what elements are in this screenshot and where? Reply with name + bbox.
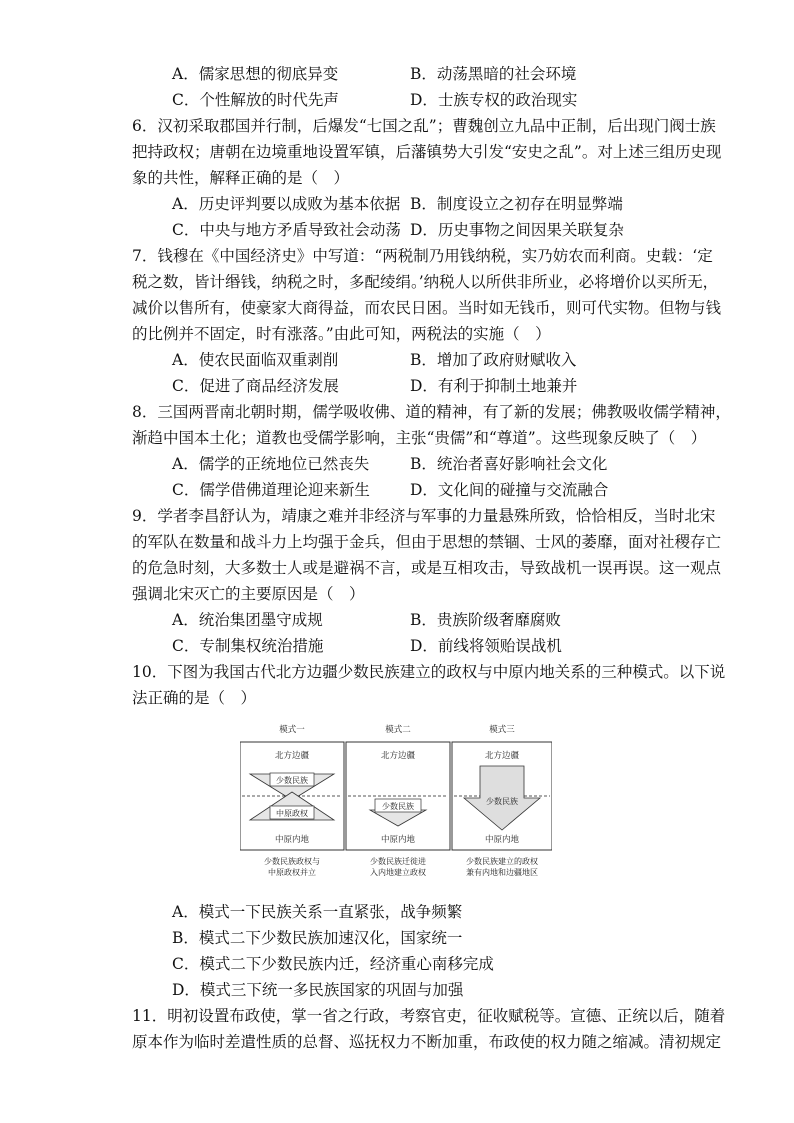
panel2-title: 模式二 xyxy=(385,725,411,735)
q7-stem-line-4: 的比例并不固定，时有涨落。”由此可知，两税法的实施（ ） xyxy=(132,325,551,343)
q5-option-b: B．动荡黑暗的社会环境 xyxy=(410,65,577,83)
q9-option-d: D．前线将领贻误战机 xyxy=(410,637,562,655)
q11-stem-line-1: 11．明初设置布政使，掌一省之行政，考察官吏，征收赋税等。宣德、正统以后，随着 xyxy=(132,1007,726,1025)
panel3-top-label: 北方边疆 xyxy=(484,751,520,761)
panel3-title: 模式三 xyxy=(489,725,515,735)
q10-option-c: C．模式二下少数民族内迁，经济重心南移完成 xyxy=(172,955,494,973)
panel1-arrow-up-label: 中原政权 xyxy=(276,809,308,818)
q7-option-c: C．促进了商品经济发展 xyxy=(172,377,339,395)
q6-stem-line-2: 把持政权；唐朝在边境重地设置军镇，后藩镇势大引发“安史之乱”。对上述三组历史现 xyxy=(132,143,722,161)
panel3-bottom-label: 中原内地 xyxy=(484,835,520,845)
panel2-top-label: 北方边疆 xyxy=(380,751,416,761)
q8-stem-line-1: 8．三国两晋南北朝时期，儒学吸收佛、道的精神，有了新的发展；佛教吸收儒学精神， xyxy=(132,403,731,421)
panel2-caption-2: 入内地建立政权 xyxy=(370,868,426,877)
panel1-caption-2: 中原政权并立 xyxy=(268,868,316,877)
q7-stem-line-1: 7．钱穆在《中国经济史》中写道：“两税制乃用钱纳税，实乃妨农而利商。史载：‘定 xyxy=(132,247,713,265)
q9-option-b: B．贵族阶级奢靡腐败 xyxy=(410,611,561,629)
q8-stem-line-2: 渐趋中国本土化；道教也受儒学影响，主张“贵儒”和“尊道”。这些现象反映了（ ） xyxy=(132,429,707,447)
q9-option-c: C．专制集权统治措施 xyxy=(172,637,324,655)
panel1-top-label: 北方边疆 xyxy=(274,751,310,761)
panel1-bottom-label: 中原内地 xyxy=(274,835,310,845)
q5-option-a: A．儒家思想的彻底异变 xyxy=(172,65,339,83)
q7-stem-line-3: 减价以售所有，使豪家大商得益，而农民日困。当时如无钱币，则可代实物。但物与钱 xyxy=(132,299,722,317)
panel1-title: 模式一 xyxy=(279,725,305,735)
q10-stem-line-1: 10．下图为我国古代北方边疆少数民族建立的政权与中原内地关系的三种模式。以下说 xyxy=(132,663,726,681)
q6-option-a: A．历史评判要以成败为基本依据 xyxy=(172,195,401,213)
q6-option-d: D．历史事物之间因果关联复杂 xyxy=(410,221,624,239)
panel2-caption-1: 少数民族迁徙进 xyxy=(370,857,426,866)
q10-stem-line-2: 法正确的是（ ） xyxy=(132,689,257,707)
q8-option-c: C．儒学借佛道理论迎来新生 xyxy=(172,481,370,499)
q6-option-b: B．制度设立之初存在明显弊端 xyxy=(410,195,623,213)
panel3-caption-1: 少数民族建立的政权 xyxy=(466,857,538,866)
q9-stem-line-1: 9．学者李昌舒认为，靖康之难并非经济与军事的力量悬殊所致，恰恰相反，当时北宋 xyxy=(132,507,716,525)
q7-stem-line-2: 税之数，皆计缗钱，纳税之时，多配绫绢。’纳税人以所供非所业，必将增价以买所无， xyxy=(132,273,719,291)
relationship-models-figure xyxy=(240,722,552,882)
q6-stem-line-1: 6．汉初采取郡国并行制，后爆发“七国之乱”；曹魏创立九品中正制，后出现门阀士族 xyxy=(132,117,716,135)
q5-option-c: C．个性解放的时代先声 xyxy=(172,91,339,109)
q10-option-d: D．模式三下统一多民族国家的巩固与加强 xyxy=(172,981,464,999)
q5-option-d: D．士族专权的政治现实 xyxy=(410,91,578,109)
q6-option-c: C．中央与地方矛盾导致社会动荡 xyxy=(172,221,401,239)
q9-stem-line-4: 强调北宋灭亡的主要原因是（ ） xyxy=(132,585,365,603)
q7-option-d: D．有利于抑制土地兼并 xyxy=(410,377,578,395)
q8-option-b: B．统治者喜好影响社会文化 xyxy=(410,455,608,473)
q11-stem-line-2: 原本作为临时差遣性质的总督、巡抚权力不断加重，布政使的权力随之缩减。清初规定 xyxy=(132,1033,722,1051)
q6-stem-line-3: 象的共性，解释正确的是（ ） xyxy=(132,169,350,187)
panel2-arrow-label: 少数民族 xyxy=(382,802,414,811)
panel1-caption-1: 少数民族政权与 xyxy=(264,857,320,866)
q7-option-a: A．使农民面临双重剥削 xyxy=(172,351,339,369)
panel3-arrow-label: 少数民族 xyxy=(486,797,518,806)
q8-option-d: D．文化间的碰撞与交流融合 xyxy=(410,481,609,499)
q8-option-a: A．儒学的正统地位已然丧失 xyxy=(172,455,370,473)
panel1-arrow-down-label: 少数民族 xyxy=(276,776,308,785)
q9-stem-line-2: 的军队在数量和战斗力上均强于金兵，但由于思想的禁锢、士风的萎靡，面对社稷存亡 xyxy=(132,533,722,551)
q7-option-b: B．增加了政府财赋收入 xyxy=(410,351,577,369)
panel3-caption-2: 兼有内地和边疆地区 xyxy=(466,868,538,877)
panel2-bottom-label: 中原内地 xyxy=(380,835,416,845)
q10-option-a: A．模式一下民族关系一直紧张，战争频繁 xyxy=(172,903,463,921)
q10-option-b: B．模式二下少数民族加速汉化，国家统一 xyxy=(172,929,463,947)
q9-stem-line-3: 的危急时刻，大多数士人或是避祸不言，或是互相攻击，导致战机一误再误。这一观点 xyxy=(132,559,722,577)
q9-option-a: A．统治集团墨守成规 xyxy=(172,611,323,629)
